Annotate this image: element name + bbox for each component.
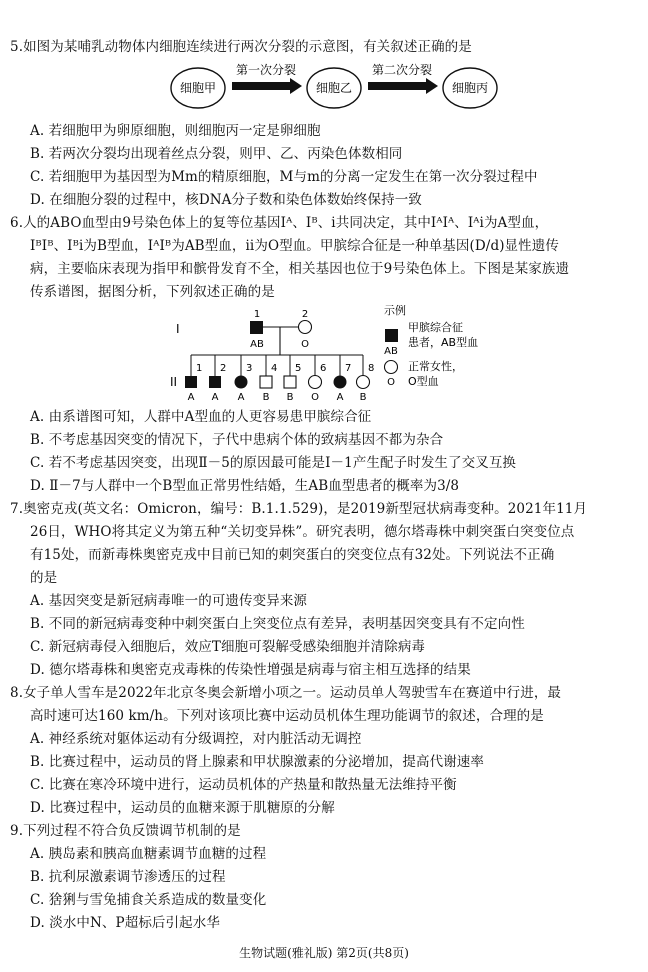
q7-option-d: D. 德尔塔毒株和奥密克戎毒株的传染性增强是病毒与宿主相互选择的结果 [30, 662, 471, 678]
q8-option-c: C. 比赛在寒冷环境中进行，运动员机体的产热量和散热量无法维持平衡 [30, 777, 457, 793]
ii6-blood-type: O [311, 392, 319, 403]
ii2-blood-type: A [211, 392, 219, 403]
i2-blood-type: O [301, 339, 309, 350]
q9-option-d: D. 淡水中N、P超标后引起水华 [30, 915, 220, 931]
ii4-normal-male [260, 376, 272, 388]
ii4-number: 4 [271, 363, 278, 374]
ii5-blood-type: B [286, 392, 294, 403]
q5-option-a: A. 若细胞甲为卵原细胞，则细胞丙一定是卵细胞 [30, 123, 321, 139]
q5-option-c: C. 若细胞甲为基因型为Mm的精原细胞，M与m的分离一定发生在第一次分裂过程中 [30, 169, 538, 185]
i1-affected-male [250, 321, 263, 334]
legend-affected-text-1: 甲膑综合征 [408, 321, 463, 334]
q8-option-d: D. 比赛过程中，运动员的血糖来源于肌糖原的分解 [30, 800, 335, 816]
ii2-number: 2 [220, 363, 227, 374]
cell-division-diagram [170, 60, 510, 112]
ii8-normal-female [357, 376, 370, 389]
ii3-affected-female [235, 376, 248, 389]
cell-jia-label: 细胞甲 [179, 81, 217, 95]
legend-normal-text-1: 正常女性， [408, 360, 463, 373]
q7-option-a: A. 基因突变是新冠病毒唯一的可遗传变异来源 [30, 593, 308, 609]
q7-line-1: 7.奥密克戎(英文名：Omicron，编号：B.1.1.529)，是2019新型冠状病毒变种。2021年11月 [10, 501, 588, 517]
step2-label: 第二次分裂 [371, 63, 433, 77]
q9-option-c: C. 猞猁与雪兔捕食关系造成的数量变化 [30, 892, 267, 908]
q9-option-b: B. 抗利尿激素调节渗透压的过程 [30, 869, 226, 885]
ii3-blood-type: A [237, 392, 245, 403]
q8-line-1: 8.女子单人雪车是2022年北京冬奥会新增小项之一。运动员单人驾驶雪车在赛道中行进，最 [10, 685, 562, 701]
q6-line-4: 传系谱图，据图分析，下列叙述正确的是 [30, 284, 275, 300]
q6-line-2: IᴮIᴮ、Iᴮi为B型血，IᴬIᴮ为AB型血，ii为O型血。甲膑综合征是一种单基因(D/d)显性遗传 [30, 238, 559, 254]
q9-stem: 9.下列过程不符合负反馈调节机制的是 [10, 823, 241, 839]
i2-normal-female [299, 321, 312, 334]
i1-blood-type: AB [250, 339, 264, 350]
ii8-number: 8 [368, 363, 375, 374]
legend-normal-type: O [387, 377, 395, 388]
ii5-normal-male [284, 376, 296, 388]
legend-affected-male-symbol [385, 329, 398, 342]
legend-normal-text-2: O型血 [408, 375, 439, 388]
q5-stem: 5.如图为某哺乳动物体内细胞连续进行两次分裂的示意图，有关叙述正确的是 [10, 39, 472, 55]
cell-yi-label: 细胞乙 [315, 81, 353, 95]
q8-line-2: 高时速可达160 km/h。下列对该项比赛中运动员机体生理功能调节的叙述，合理的是 [30, 708, 544, 724]
generation-1-label: I [176, 322, 180, 336]
q6-option-a: A. 由系谱图可知，人群中A型血的人更容易患甲膑综合征 [30, 409, 372, 425]
step1-label: 第一次分裂 [235, 63, 297, 77]
ii5-number: 5 [295, 363, 302, 374]
arrow-1-head [290, 78, 302, 94]
pedigree-chart [160, 303, 520, 403]
q5-option-b: B. 若两次分裂均出现着丝点分裂，则甲、乙、丙染色体数相同 [30, 146, 403, 162]
ii2-affected-male [209, 376, 221, 388]
ii6-normal-female [309, 376, 322, 389]
ii1-number: 1 [196, 363, 203, 374]
q8-option-a: A. 神经系统对躯体运动有分级调控，对内脏活动无调控 [30, 731, 362, 747]
ii7-affected-female [334, 376, 347, 389]
q5-option-d: D. 在细胞分裂的过程中，核DNA分子数和染色体数始终保持一致 [30, 192, 422, 208]
ii7-blood-type: A [336, 392, 344, 403]
ii4-blood-type: B [262, 392, 270, 403]
i1-number: 1 [253, 309, 261, 320]
ii8-blood-type: B [359, 392, 367, 403]
q6-option-d: D. Ⅱ－7与人群中一个B型血正常男性结婚，生AB血型患者的概率为3/8 [30, 478, 460, 494]
q7-line-2: 26日，WHO将其定义为第五种“关切变异株”。研究表明，德尔塔毒株中刺突蛋白突变位点 [30, 524, 575, 540]
arrow-2-head [426, 78, 438, 94]
ii6-number: 6 [320, 363, 327, 374]
ii1-affected-male [185, 376, 197, 388]
q6-option-c: C. 若不考虑基因突变，出现Ⅱ－5的原因最可能是Ⅰ－1产生配子时发生了交叉互换 [30, 455, 517, 471]
q6-option-b: B. 不考虑基因突变的情况下，子代中患病个体的致病基因不都为杂合 [30, 432, 444, 448]
page-footer: 生物试题(雅礼版) 第2页(共8页) [239, 946, 409, 960]
legend-affected-text-2: 患者，AB型血 [408, 336, 479, 349]
ii7-number: 7 [345, 363, 352, 374]
q7-line-3: 有15处，而新毒株奥密克戎中目前已知的刺突蛋白的突变位点有32处。下列说法不正确 [30, 547, 555, 563]
q9-option-a: A. 胰岛素和胰高血糖素调节血糖的过程 [30, 846, 267, 862]
arrow-2-shaft [368, 82, 426, 90]
legend-title: 示例 [384, 304, 406, 317]
q8-option-b: B. 比赛过程中，运动员的肾上腺素和甲状腺激素的分泌增加，提高代谢速率 [30, 754, 485, 770]
q7-option-c: C. 新冠病毒侵入细胞后，效应T细胞可裂解受感染细胞并清除病毒 [30, 639, 426, 655]
arrow-1-shaft [232, 82, 290, 90]
q6-line-3: 病，主要临床表现为指甲和髌骨发育不全，相关基因也位于9号染色体上。下图是某家族遗 [30, 261, 570, 277]
generation-2-label: II [170, 375, 178, 389]
i2-number: 2 [301, 309, 309, 320]
ii3-number: 3 [246, 363, 253, 374]
q6-line-1: 6.人的ABO血型由9号染色体上的复等位基因Iᴬ、Iᴮ、i共同决定，其中IᴬIᴬ、Iᴬi为A型血， [10, 215, 549, 231]
q7-line-4: 的是 [30, 570, 58, 586]
legend-normal-female-symbol [385, 361, 398, 374]
q7-option-b: B. 不同的新冠病毒变种中刺突蛋白上突变位点有差异，表明基因突变具有不定向性 [30, 616, 525, 632]
cell-bing-label: 细胞丙 [451, 81, 489, 95]
legend-affected-type: AB [384, 346, 398, 357]
ii1-blood-type: A [187, 392, 195, 403]
